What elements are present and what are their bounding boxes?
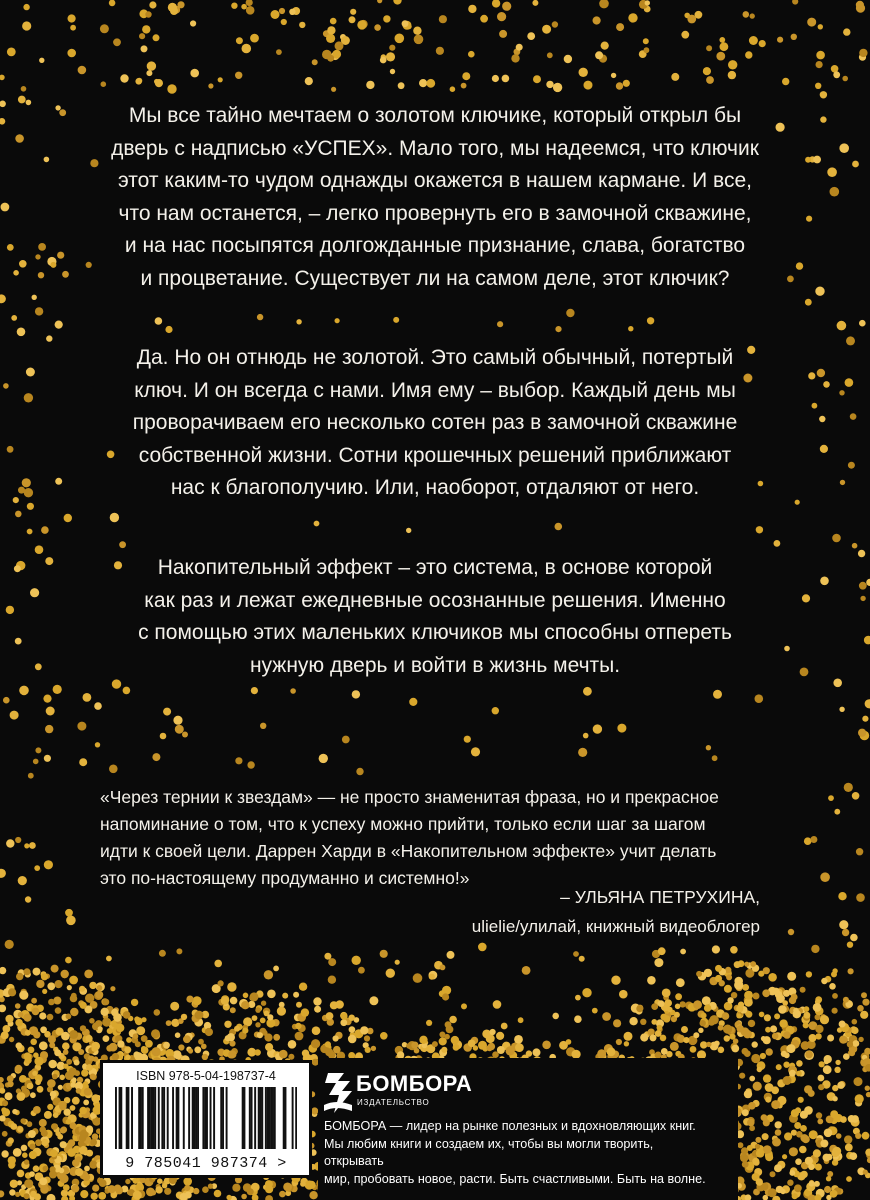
text-line: и процветание. Существует ли на самом деле, этот ключик? (140, 266, 730, 290)
quote-author: – УЛЬЯНА ПЕТРУХИНА, (560, 887, 760, 907)
text-line: ключ. И он всегда с нами. Имя ему – выбор. Каждый день мы (134, 378, 736, 402)
text-line: Мы все тайно мечтаем о золотом ключике, который открыл бы (128, 104, 742, 127)
text-line: проворачиваем его несколько сотен раз в замочной скважине (132, 411, 738, 434)
blurb-line: Мы любим книги и создаем их, чтобы вы могли творить, открывать (324, 1136, 654, 1168)
publisher-logo (322, 1063, 482, 1121)
publisher-logo-icon (322, 1065, 356, 1117)
text-line: нас к благополучию. Или, наоборот, отдаляют от него. (170, 476, 700, 499)
text-line: нужную дверь и войти в жизнь мечты. (249, 653, 621, 677)
quote-line: идти к своей цели. Даррен Харди в «Накопительном эффекте» учит делать (100, 841, 717, 861)
description-paragraph-2 (70, 342, 800, 505)
isbn-barcode (103, 1063, 309, 1175)
publisher-name: БОМБОРА (356, 1071, 473, 1096)
text-line: собственной жизни. Сотни крошечных решений приближают (138, 443, 732, 467)
description-paragraph-3 (70, 552, 800, 682)
text-line: с помощью этих маленьких ключиков мы способны отпереть (138, 621, 732, 644)
quote-line: это по-настоящему продуманно и системно!» (100, 868, 470, 888)
text-line: что нам останется, – легко провернуть его в замочной скважине, (118, 201, 752, 225)
quote-line: напоминание о том, что к успеху можно прийти, только если шаг за шагом (100, 814, 706, 834)
isbn-label: ISBN 978-5-04-198737-4 (136, 1069, 276, 1083)
text-line: и на нас посыпятся долгожданные признание, слава, богатство (124, 234, 746, 257)
blurb-line: БОМБОРА — лидер на рынке полезных и вдохновляющих книг. (324, 1119, 696, 1133)
quote-line: «Через тернии к звездам» — не просто знаменитая фраза, но и прекрасное (100, 787, 719, 807)
text-line: как раз и лежат ежедневные осознанные решения. Именно (144, 588, 726, 612)
barcode-digits: 9 785041 987374 > (125, 1155, 287, 1172)
text-line: этот каким-то чудом однажды окажется в нашем кармане. И все, (118, 169, 752, 192)
description-paragraph-1 (70, 100, 800, 295)
publisher-blurb (324, 1118, 714, 1188)
text-line: Накопительный эффект – это система, в основе которой (157, 556, 713, 579)
endorsement-quote (100, 784, 770, 892)
publisher-subtitle: ИЗДАТЕЛЬСТВО (357, 1098, 430, 1107)
text-line: дверь с надписью «УСПЕХ». Мало того, мы надеемся, что ключик (111, 136, 759, 160)
blurb-line: мир, пробовать новое, расти. Быть счастливыми. Быть на волне. (324, 1171, 706, 1186)
quote-author-role: ulielie/улилай, книжный видеоблогер (471, 917, 760, 936)
barcode-bars (115, 1087, 297, 1149)
text-line: Да. Но он отнюдь не золотой. Это самый обычный, потертый (136, 346, 734, 369)
